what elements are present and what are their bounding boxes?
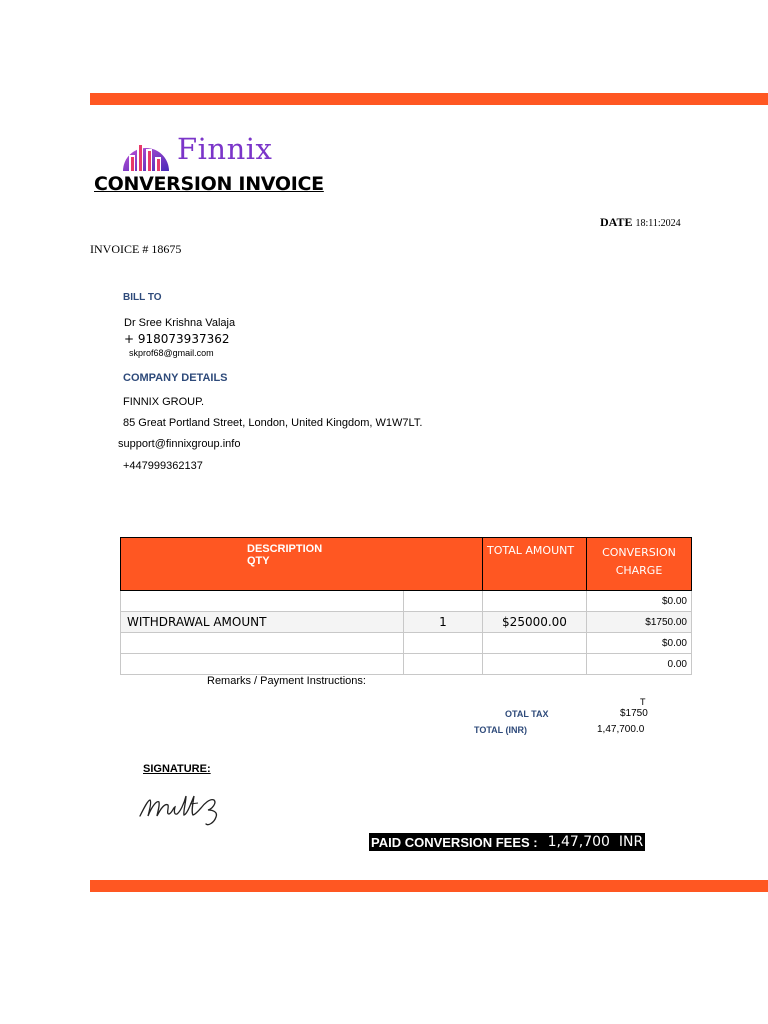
row-charge: $0.00 (587, 591, 692, 612)
paid-fees-amount: 1,47,700 INR (547, 834, 644, 850)
finnix-logo-icon (121, 127, 171, 171)
signature-image (138, 790, 228, 828)
total-inr-label: TOTAL (INR) (474, 725, 527, 735)
row-total (483, 591, 587, 612)
date-value: 18:11:2024 (635, 218, 681, 229)
row-charge: 0.00 (587, 654, 692, 675)
paid-fees-label: PAID CONVERSION FEES : (371, 834, 538, 850)
brand-logo (121, 127, 272, 171)
bill-to-name: Dr Sree Krishna Valaja (124, 317, 236, 329)
row-description (121, 633, 404, 654)
bill-to-heading: BILL TO (123, 292, 162, 303)
row-description (121, 591, 404, 612)
company-address: 85 Great Portland Street, London, United Kingdom, W1W7LT. (123, 417, 423, 429)
row-charge: $1750.00 (587, 612, 692, 633)
row-description: WITHDRAWAL AMOUNT (121, 612, 404, 633)
date-label: DATE (600, 215, 633, 229)
invoice-number: INVOICE # 18675 (90, 242, 182, 256)
header-description: DESCRIPTION (247, 543, 323, 555)
tax-value: $1750 (620, 708, 648, 719)
document-title: CONVERSION INVOICE (94, 173, 324, 195)
tax-label-letter: T (640, 697, 646, 707)
remarks-label: Remarks / Payment Instructions: (207, 675, 366, 687)
bill-to-phone: + 918073937362 (124, 332, 230, 346)
row-total: $25000.00 (483, 612, 587, 633)
table-row (121, 633, 692, 654)
bottom-accent-bar (90, 880, 768, 892)
bill-to-email: skprof68@gmail.com (129, 348, 214, 358)
header-description-qty (121, 538, 483, 591)
row-description (121, 654, 404, 675)
top-accent-bar (90, 93, 768, 105)
row-charge: $0.00 (587, 633, 692, 654)
paid-conversion-fees-banner (369, 833, 645, 851)
table-header-row (121, 538, 692, 591)
company-name: FINNIX GROUP. (123, 396, 205, 408)
row-total (483, 654, 587, 675)
table-row (121, 591, 692, 612)
header-total-amount: TOTAL AMOUNT (483, 538, 587, 591)
company-email: support@finnixgroup.info (118, 438, 241, 450)
row-qty (404, 633, 483, 654)
header-conversion-charge: CONVERSION CHARGE (587, 538, 692, 591)
tax-label: OTAL TAX (505, 709, 549, 719)
table-row (121, 654, 692, 675)
row-qty (404, 591, 483, 612)
invoice-date (600, 215, 681, 230)
brand-name: Finnix (177, 132, 273, 166)
row-total (483, 633, 587, 654)
row-qty (404, 654, 483, 675)
invoice-items-table (120, 537, 692, 675)
signature-label: SIGNATURE: (143, 763, 211, 775)
company-phone: +447999362137 (123, 460, 203, 472)
company-details-heading: COMPANY DETAILS (123, 372, 228, 384)
header-qty: QTY (247, 555, 270, 567)
total-inr-value: 1,47,700.0 (597, 724, 645, 735)
table-row (121, 612, 692, 633)
row-qty: 1 (404, 612, 483, 633)
